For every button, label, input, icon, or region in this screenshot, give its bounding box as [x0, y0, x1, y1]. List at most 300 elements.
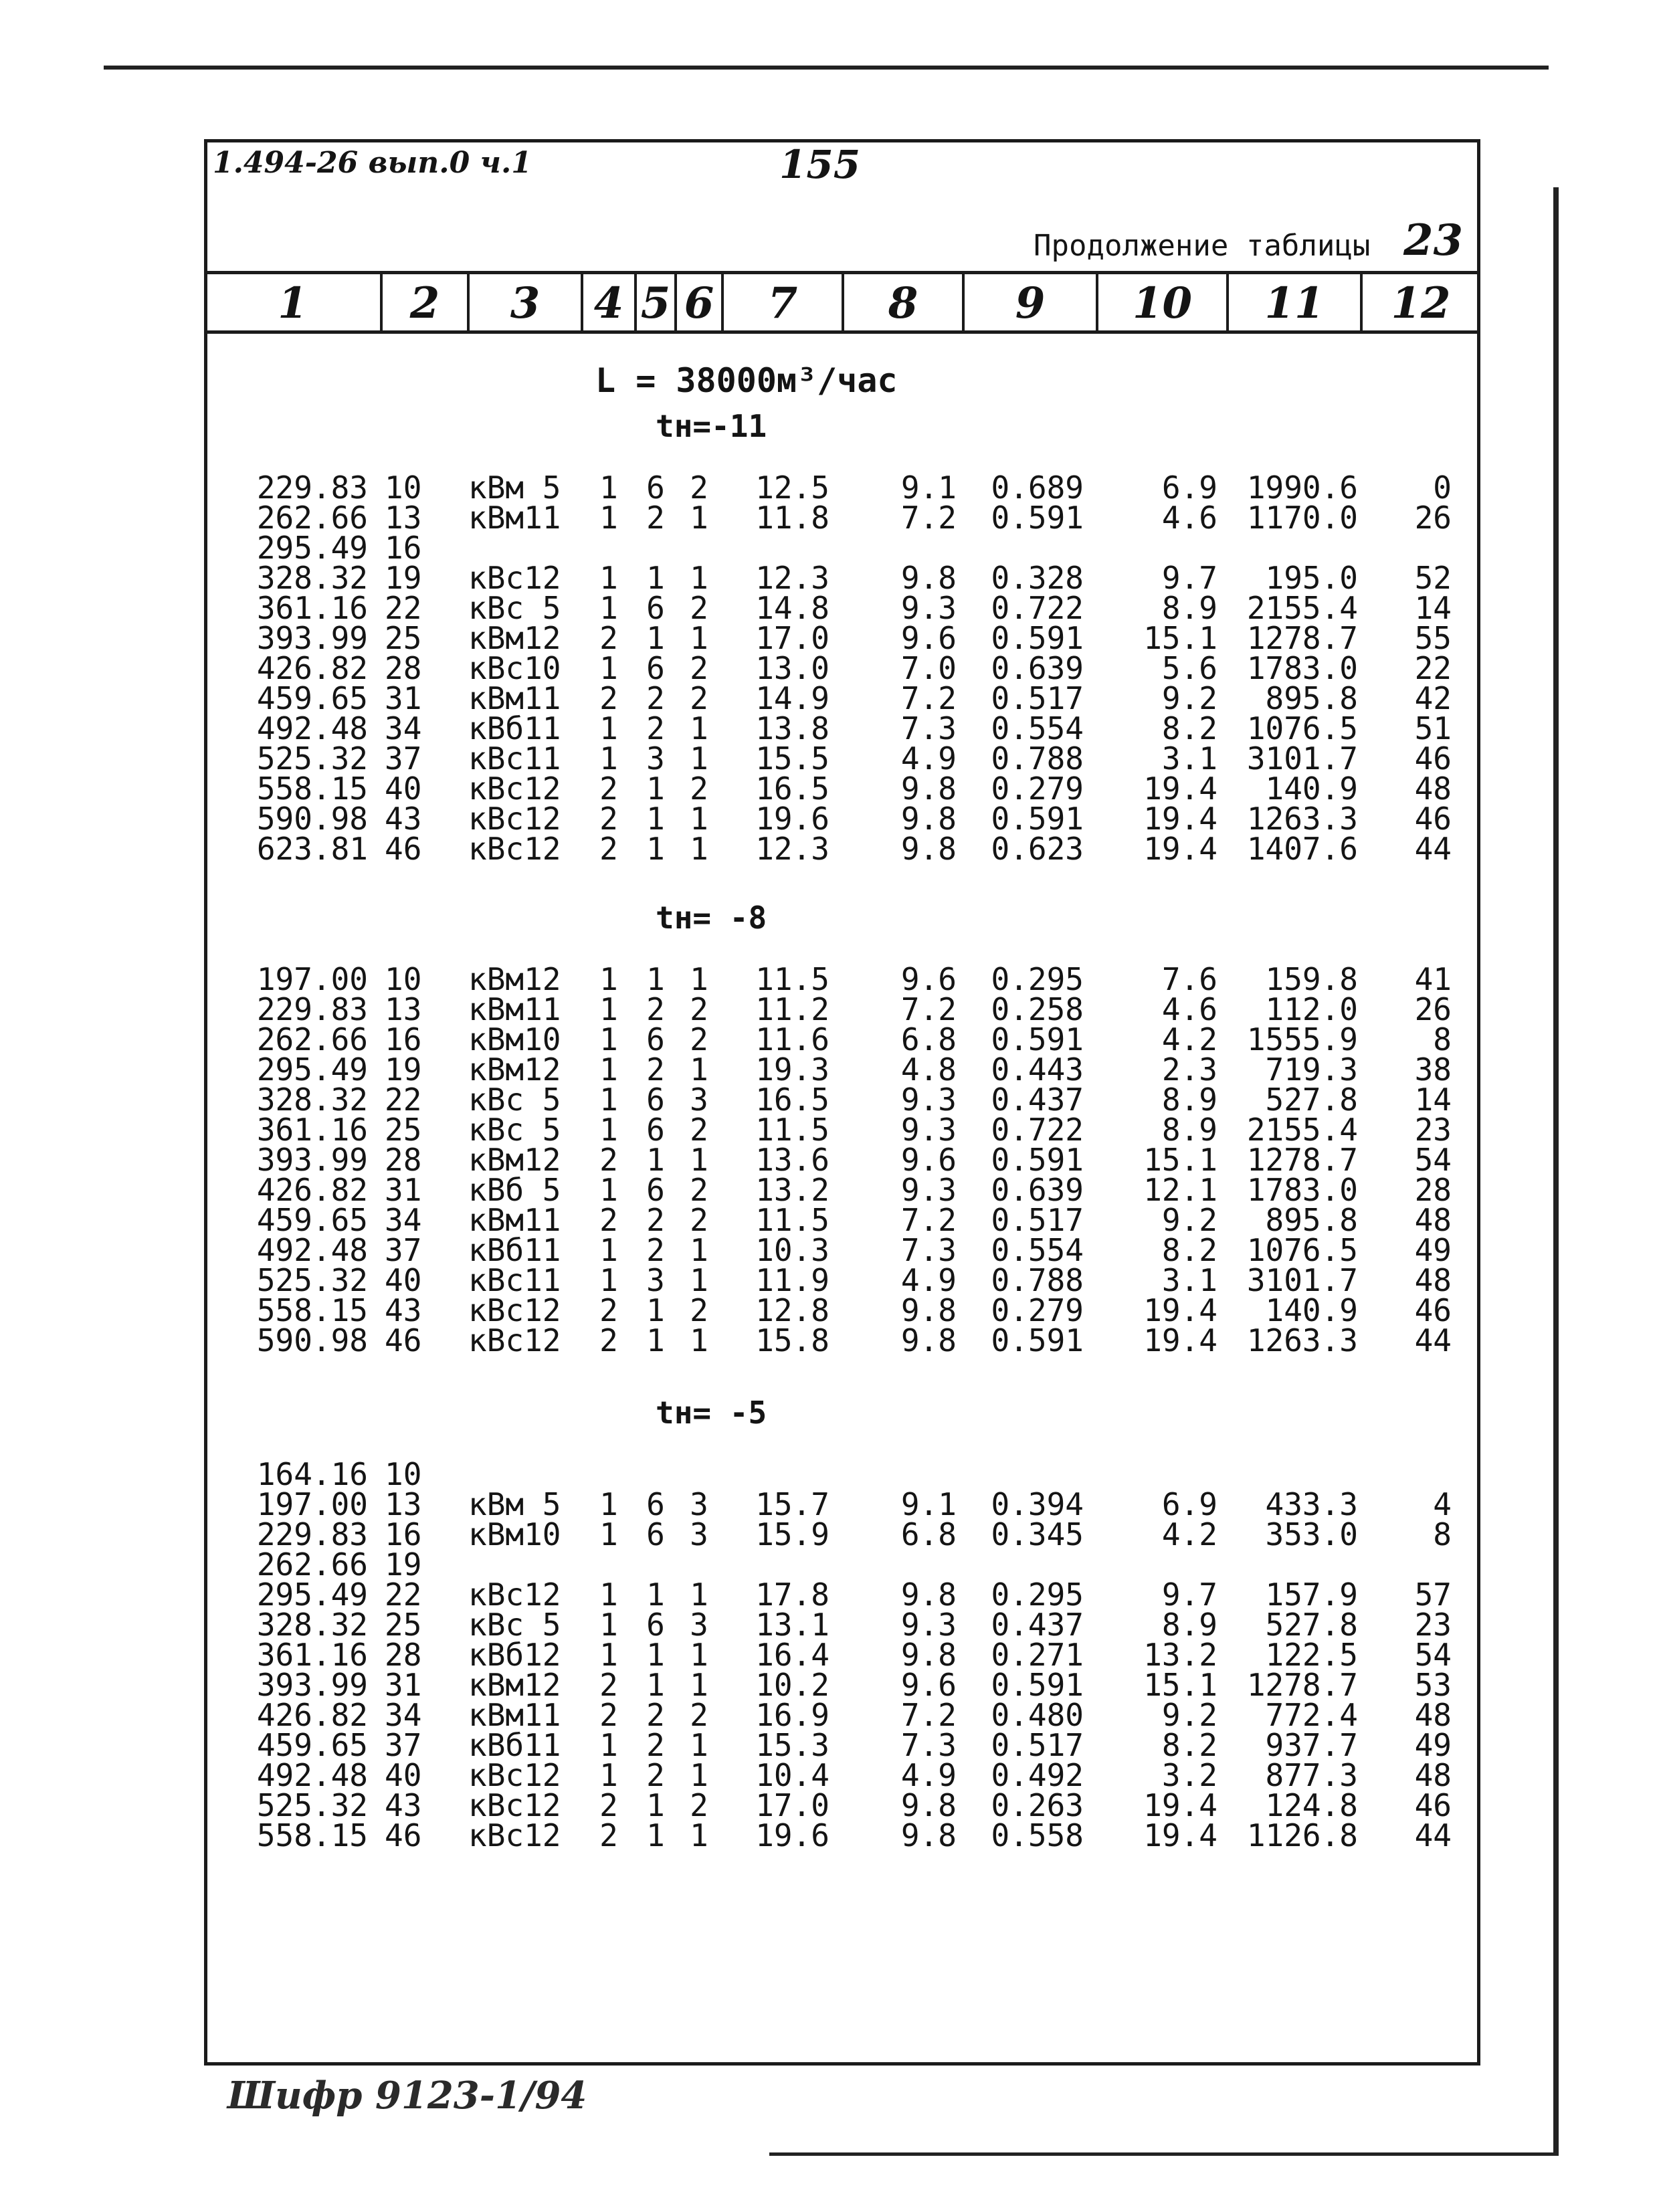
table-cell-col12: 14 [1414, 1082, 1452, 1118]
table-cell-col9: 0.788 [991, 1262, 1084, 1298]
table-cell-col3: кВм12 [468, 620, 561, 656]
section-label: tн=-11 [656, 408, 767, 444]
table-cell-col3: кВс12 [468, 1292, 561, 1328]
table-cell-col11: 1278.7 [1246, 1142, 1358, 1178]
table-cell-col3: кВс11 [468, 740, 561, 777]
table-cell-col8: 7.0 [900, 650, 957, 686]
continuation-label: Продолжение таблицы [1034, 229, 1371, 263]
table-cell-col1: 262.66 [256, 500, 368, 536]
table-cell-col7: 10.4 [755, 1757, 830, 1793]
page-top-rule [104, 66, 1549, 70]
table-cell-col7: 14.8 [755, 590, 830, 626]
table-cell-col8: 9.8 [900, 801, 957, 837]
table-cell-col1: 164.16 [256, 1456, 368, 1492]
table-cell-col11: 1263.3 [1246, 801, 1358, 837]
table-cell-col4: 1 [599, 1262, 618, 1298]
page-bottom-rule [769, 2152, 1559, 2156]
table-cell-col2: 25 [385, 620, 422, 656]
table-cell-col11: 195.0 [1265, 560, 1358, 596]
table-cell-col3: кВс11 [468, 1262, 561, 1298]
table-cell-col4: 1 [599, 1232, 618, 1268]
table-cell-col11: 3101.7 [1246, 740, 1358, 777]
table-cell-col7: 16.5 [755, 771, 830, 807]
table-cell-col2: 40 [385, 1757, 422, 1793]
column-header-8: 8 [888, 278, 918, 328]
table-cell-col2: 31 [385, 1667, 422, 1703]
table-cell-col9: 0.591 [991, 500, 1084, 536]
table-cell-col4: 1 [599, 1516, 618, 1552]
table-row [0, 1202, 1659, 1238]
table-cell-col7: 15.3 [755, 1727, 830, 1763]
table-cell-col1: 558.15 [256, 1817, 368, 1853]
table-row [0, 1486, 1659, 1522]
table-cell-col2: 43 [385, 1292, 422, 1328]
table-cell-col7: 11.5 [755, 1202, 830, 1238]
table-cell-col3: кВб11 [468, 1232, 561, 1268]
table-cell-col11: 1278.7 [1246, 1667, 1358, 1703]
table-cell-col10: 6.9 [1161, 1486, 1217, 1522]
table-cell-col9: 0.480 [991, 1697, 1084, 1733]
table-cell-col4: 2 [599, 1322, 618, 1359]
table-cell-col2: 28 [385, 650, 422, 686]
table-cell-col5: 1 [646, 961, 665, 997]
table-cell-col4: 1 [599, 1577, 618, 1613]
table-cell-col4: 1 [599, 1607, 618, 1643]
table-cell-col4: 2 [599, 1667, 618, 1703]
table-cell-col7: 17.0 [755, 1787, 830, 1823]
table-cell-col4: 1 [599, 1021, 618, 1058]
table-cell-col1: 426.82 [256, 1172, 368, 1208]
table-cell-col1: 262.66 [256, 1021, 368, 1058]
table-cell-col1: 229.83 [256, 470, 368, 506]
table-cell-col4: 1 [599, 650, 618, 686]
table-cell-col4: 2 [599, 1817, 618, 1853]
table-cell-col1: 623.81 [256, 831, 368, 867]
table-cell-col5: 1 [646, 560, 665, 596]
table-cell-col5: 2 [646, 680, 665, 716]
table-cell-col12: 38 [1414, 1051, 1452, 1088]
table-cell-col9: 0.279 [991, 771, 1084, 807]
table-cell-col1: 590.98 [256, 1322, 368, 1359]
table-cell-col7: 12.8 [755, 1292, 830, 1328]
table-cell-col1: 197.00 [256, 1486, 368, 1522]
table-cell-col6: 1 [690, 801, 708, 837]
table-cell-col6: 1 [690, 1232, 708, 1268]
table-cell-col2: 37 [385, 1727, 422, 1763]
table-cell-col2: 22 [385, 1082, 422, 1118]
table-cell-col10: 15.1 [1143, 1142, 1217, 1178]
table-cell-col8: 7.2 [900, 991, 957, 1027]
table-cell-col1: 590.98 [256, 801, 368, 837]
table-cell-col5: 2 [646, 1202, 665, 1238]
table-cell-col4: 2 [599, 1787, 618, 1823]
table-cell-col2: 40 [385, 1262, 422, 1298]
table-cell-col7: 13.8 [755, 710, 830, 746]
table-cell-col6: 1 [690, 1051, 708, 1088]
table-row [0, 650, 1659, 686]
table-cell-col4: 1 [599, 1112, 618, 1148]
table-cell-col1: 492.48 [256, 1232, 368, 1268]
table-cell-col9: 0.258 [991, 991, 1084, 1027]
table-cell-col3: кВм10 [468, 1021, 561, 1058]
table-cell-col6: 1 [690, 710, 708, 746]
table-cell-col12: 23 [1414, 1112, 1452, 1148]
table-cell-col5: 1 [646, 1142, 665, 1178]
column-header-6: 6 [684, 278, 714, 328]
table-cell-col5: 2 [646, 1232, 665, 1268]
table-cell-col1: 295.49 [256, 1051, 368, 1088]
table-cell-col11: 1076.5 [1246, 1232, 1358, 1268]
table-cell-col11: 2155.4 [1246, 590, 1358, 626]
table-cell-col2: 13 [385, 1486, 422, 1522]
table-cell-col8: 9.3 [900, 1112, 957, 1148]
table-cell-col6: 1 [690, 1757, 708, 1793]
table-cell-col1: 229.83 [256, 991, 368, 1027]
table-cell-col3: кВм 5 [468, 470, 561, 506]
table-row [0, 1817, 1659, 1853]
table-row [0, 560, 1659, 596]
table-row [0, 1322, 1659, 1359]
table-cell-col11: 1407.6 [1246, 831, 1358, 867]
table-cell-col5: 1 [646, 1667, 665, 1703]
table-cell-col3: кВм10 [468, 1516, 561, 1552]
table-cell-col6: 2 [690, 1202, 708, 1238]
table-cell-col9: 0.788 [991, 740, 1084, 777]
table-number: 23 [1403, 215, 1464, 266]
table-row [0, 1262, 1659, 1298]
table-cell-col2: 19 [385, 560, 422, 596]
table-cell-col1: 525.32 [256, 1787, 368, 1823]
table-cell-col6: 1 [690, 1727, 708, 1763]
table-cell-col9: 0.295 [991, 1577, 1084, 1613]
table-cell-col4: 1 [599, 470, 618, 506]
table-row [0, 1456, 1659, 1492]
flow-label: L = 38000м³/час [595, 361, 898, 400]
table-cell-col6: 1 [690, 1262, 708, 1298]
table-cell-col6: 2 [690, 991, 708, 1027]
table-cell-col7: 19.6 [755, 1817, 830, 1853]
table-cell-col1: 492.48 [256, 710, 368, 746]
table-row [0, 710, 1659, 746]
table-cell-col1: 558.15 [256, 1292, 368, 1328]
table-cell-col2: 13 [385, 991, 422, 1027]
table-row [0, 1667, 1659, 1703]
table-cell-col11: 1990.6 [1246, 470, 1358, 506]
table-cell-col8: 7.2 [900, 680, 957, 716]
table-cell-col12: 48 [1414, 1262, 1452, 1298]
table-cell-col5: 6 [646, 470, 665, 506]
table-cell-col5: 2 [646, 991, 665, 1027]
table-cell-col10: 19.4 [1143, 1817, 1217, 1853]
table-cell-col8: 9.8 [900, 831, 957, 867]
table-cell-col3: кВс12 [468, 1787, 561, 1823]
table-cell-col2: 10 [385, 470, 422, 506]
table-cell-col4: 1 [599, 1082, 618, 1118]
table-cell-col2: 46 [385, 1322, 422, 1359]
table-cell-col9: 0.591 [991, 1667, 1084, 1703]
table-cell-col5: 1 [646, 620, 665, 656]
table-cell-col7: 11.5 [755, 961, 830, 997]
table-cell-col3: кВс12 [468, 801, 561, 837]
table-cell-col4: 1 [599, 1727, 618, 1763]
table-cell-col6: 2 [690, 470, 708, 506]
table-row [0, 470, 1659, 506]
table-cell-col12: 49 [1414, 1232, 1452, 1268]
table-cell-col1: 393.99 [256, 1142, 368, 1178]
table-cell-col12: 22 [1414, 650, 1452, 686]
table-cell-col10: 9.7 [1161, 1577, 1217, 1613]
table-row [0, 801, 1659, 837]
table-cell-col10: 19.4 [1143, 1322, 1217, 1359]
table-cell-col12: 44 [1414, 1817, 1452, 1853]
table-cell-col11: 895.8 [1265, 680, 1358, 716]
table-cell-col4: 1 [599, 1757, 618, 1793]
table-cell-col2: 22 [385, 1577, 422, 1613]
table-cell-col5: 1 [646, 1577, 665, 1613]
table-cell-col8: 4.9 [900, 1262, 957, 1298]
table-cell-col6: 2 [690, 680, 708, 716]
table-cell-col11: 3101.7 [1246, 1262, 1358, 1298]
table-cell-col9: 0.517 [991, 1727, 1084, 1763]
table-cell-col12: 53 [1414, 1667, 1452, 1703]
table-row [0, 1292, 1659, 1328]
table-cell-col5: 3 [646, 1262, 665, 1298]
table-cell-col10: 4.2 [1161, 1516, 1217, 1552]
table-cell-col3: кВс12 [468, 560, 561, 596]
table-cell-col12: 48 [1414, 1202, 1452, 1238]
table-cell-col7: 15.9 [755, 1516, 830, 1552]
table-cell-col10: 19.4 [1143, 1787, 1217, 1823]
table-cell-col12: 23 [1414, 1607, 1452, 1643]
table-cell-col10: 4.2 [1161, 1021, 1217, 1058]
table-cell-col4: 2 [599, 620, 618, 656]
table-cell-col10: 3.2 [1161, 1757, 1217, 1793]
table-cell-col9: 0.554 [991, 1232, 1084, 1268]
table-cell-col5: 1 [646, 1637, 665, 1673]
table-cell-col5: 1 [646, 801, 665, 837]
table-row [0, 1727, 1659, 1763]
table-cell-col1: 459.65 [256, 1727, 368, 1763]
table-cell-col1: 393.99 [256, 1667, 368, 1703]
table-cell-col2: 28 [385, 1142, 422, 1178]
table-cell-col6: 1 [690, 500, 708, 536]
table-cell-col10: 15.1 [1143, 1667, 1217, 1703]
table-row [0, 771, 1659, 807]
table-cell-col8: 7.2 [900, 500, 957, 536]
table-cell-col8: 6.8 [900, 1516, 957, 1552]
table-cell-col10: 5.6 [1161, 650, 1217, 686]
table-cell-col3: кВм11 [468, 500, 561, 536]
table-cell-col5: 6 [646, 1516, 665, 1552]
column-header-12: 12 [1391, 278, 1451, 328]
column-header-10: 10 [1132, 278, 1193, 328]
table-cell-col11: 1783.0 [1246, 1172, 1358, 1208]
table-cell-col7: 15.8 [755, 1322, 830, 1359]
table-cell-col11: 1170.0 [1246, 500, 1358, 536]
table-cell-col9: 0.345 [991, 1516, 1084, 1552]
table-row [0, 500, 1659, 536]
table-cell-col11: 124.8 [1265, 1787, 1358, 1823]
table-cell-col10: 8.2 [1161, 1727, 1217, 1763]
table-cell-col10: 15.1 [1143, 620, 1217, 656]
table-cell-col1: 525.32 [256, 740, 368, 777]
table-cell-col12: 57 [1414, 1577, 1452, 1613]
table-cell-col3: кВм11 [468, 991, 561, 1027]
table-cell-col10: 6.9 [1161, 470, 1217, 506]
table-cell-col12: 41 [1414, 961, 1452, 997]
table-cell-col9: 0.394 [991, 1486, 1084, 1522]
table-cell-col12: 54 [1414, 1142, 1452, 1178]
table-cell-col11: 140.9 [1265, 771, 1358, 807]
table-cell-col2: 16 [385, 1021, 422, 1058]
table-cell-col5: 1 [646, 771, 665, 807]
table-cell-col8: 9.6 [900, 620, 957, 656]
table-cell-col7: 17.0 [755, 620, 830, 656]
table-cell-col3: кВм11 [468, 680, 561, 716]
table-cell-col9: 0.591 [991, 1142, 1084, 1178]
table-cell-col6: 2 [690, 771, 708, 807]
table-cell-col9: 0.295 [991, 961, 1084, 997]
table-cell-col9: 0.722 [991, 1112, 1084, 1148]
table-row [0, 991, 1659, 1027]
column-header-4: 4 [593, 278, 624, 328]
table-cell-col1: 229.83 [256, 1516, 368, 1552]
table-cell-col7: 14.9 [755, 680, 830, 716]
column-header-7: 7 [767, 278, 798, 328]
table-row [0, 831, 1659, 867]
table-cell-col6: 2 [690, 1172, 708, 1208]
table-cell-col3: кВм12 [468, 1051, 561, 1088]
table-cell-col8: 9.8 [900, 771, 957, 807]
table-cell-col8: 9.6 [900, 1142, 957, 1178]
table-cell-col4: 2 [599, 1697, 618, 1733]
table-cell-col3: кВс12 [468, 1322, 561, 1359]
table-row [0, 1142, 1659, 1178]
table-cell-col9: 0.279 [991, 1292, 1084, 1328]
table-cell-col12: 54 [1414, 1637, 1452, 1673]
table-cell-col10: 7.6 [1161, 961, 1217, 997]
table-cell-col12: 46 [1414, 801, 1452, 837]
table-cell-col2: 25 [385, 1607, 422, 1643]
table-cell-col7: 12.5 [755, 470, 830, 506]
table-cell-col4: 1 [599, 710, 618, 746]
table-cell-col8: 7.3 [900, 1232, 957, 1268]
table-row [0, 680, 1659, 716]
table-cell-col9: 0.517 [991, 680, 1084, 716]
table-cell-col9: 0.689 [991, 470, 1084, 506]
table-cell-col4: 1 [599, 1637, 618, 1673]
table-cell-col4: 1 [599, 590, 618, 626]
table-cell-col2: 28 [385, 1637, 422, 1673]
table-cell-col11: 112.0 [1265, 991, 1358, 1027]
table-cell-col11: 527.8 [1265, 1607, 1358, 1643]
table-cell-col11: 719.3 [1265, 1051, 1358, 1088]
table-cell-col9: 0.443 [991, 1051, 1084, 1088]
table-cell-col5: 2 [646, 1757, 665, 1793]
table-cell-col1: 426.82 [256, 650, 368, 686]
table-cell-col11: 122.5 [1265, 1637, 1358, 1673]
table-cell-col8: 7.2 [900, 1697, 957, 1733]
table-cell-col4: 2 [599, 1292, 618, 1328]
table-cell-col7: 16.9 [755, 1697, 830, 1733]
table-cell-col8: 9.8 [900, 560, 957, 596]
table-cell-col2: 19 [385, 1051, 422, 1088]
table-cell-col10: 19.4 [1143, 771, 1217, 807]
table-cell-col12: 48 [1414, 1697, 1452, 1733]
table-cell-col7: 16.4 [755, 1637, 830, 1673]
table-cell-col4: 1 [599, 1172, 618, 1208]
table-cell-col4: 2 [599, 1142, 618, 1178]
table-cell-col12: 42 [1414, 680, 1452, 716]
table-cell-col2: 37 [385, 740, 422, 777]
table-cell-col8: 9.8 [900, 1292, 957, 1328]
table-cell-col9: 0.437 [991, 1082, 1084, 1118]
table-cell-col12: 48 [1414, 771, 1452, 807]
table-cell-col6: 1 [690, 1817, 708, 1853]
table-cell-col8: 9.1 [900, 470, 957, 506]
table-cell-col11: 1263.3 [1246, 1322, 1358, 1359]
table-cell-col6: 1 [690, 1142, 708, 1178]
table-cell-col10: 3.1 [1161, 1262, 1217, 1298]
table-row [0, 1021, 1659, 1058]
table-cell-col10: 8.9 [1161, 1607, 1217, 1643]
table-cell-col6: 1 [690, 620, 708, 656]
table-cell-col1: 558.15 [256, 771, 368, 807]
table-cell-col9: 0.639 [991, 650, 1084, 686]
table-cell-col1: 492.48 [256, 1757, 368, 1793]
table-cell-col12: 48 [1414, 1757, 1452, 1793]
table-row [0, 1787, 1659, 1823]
table-cell-col10: 12.1 [1143, 1172, 1217, 1208]
table-cell-col2: 34 [385, 710, 422, 746]
table-cell-col4: 2 [599, 801, 618, 837]
table-cell-col10: 8.2 [1161, 710, 1217, 746]
table-cell-col10: 3.1 [1161, 740, 1217, 777]
table-cell-col6: 1 [690, 560, 708, 596]
table-cell-col5: 2 [646, 710, 665, 746]
table-cell-col5: 2 [646, 1697, 665, 1733]
table-cell-col3: кВм12 [468, 1667, 561, 1703]
table-cell-col12: 46 [1414, 1292, 1452, 1328]
table-cell-col8: 9.8 [900, 1577, 957, 1613]
table-cell-col8: 9.3 [900, 1172, 957, 1208]
table-cell-col2: 37 [385, 1232, 422, 1268]
table-cell-col1: 328.32 [256, 1607, 368, 1643]
table-cell-col3: кВс 5 [468, 1082, 561, 1118]
table-cell-col8: 9.3 [900, 1607, 957, 1643]
table-cell-col5: 2 [646, 1051, 665, 1088]
table-cell-col3: кВб11 [468, 1727, 561, 1763]
table-cell-col12: 44 [1414, 1322, 1452, 1359]
table-cell-col5: 1 [646, 1292, 665, 1328]
table-cell-col9: 0.328 [991, 560, 1084, 596]
table-cell-col2: 31 [385, 1172, 422, 1208]
table-cell-col12: 8 [1433, 1516, 1452, 1552]
table-cell-col12: 0 [1433, 470, 1452, 506]
table-cell-col2: 43 [385, 801, 422, 837]
table-cell-col6: 3 [690, 1516, 708, 1552]
table-cell-col2: 25 [385, 1112, 422, 1148]
table-cell-col7: 13.0 [755, 650, 830, 686]
table-cell-col9: 0.271 [991, 1637, 1084, 1673]
table-cell-col2: 46 [385, 1817, 422, 1853]
table-cell-col3: кВм11 [468, 1202, 561, 1238]
table-cell-col5: 6 [646, 1112, 665, 1148]
table-cell-col7: 13.6 [755, 1142, 830, 1178]
table-cell-col8: 9.3 [900, 590, 957, 626]
table-cell-col7: 11.5 [755, 1112, 830, 1148]
table-cell-col4: 2 [599, 1202, 618, 1238]
